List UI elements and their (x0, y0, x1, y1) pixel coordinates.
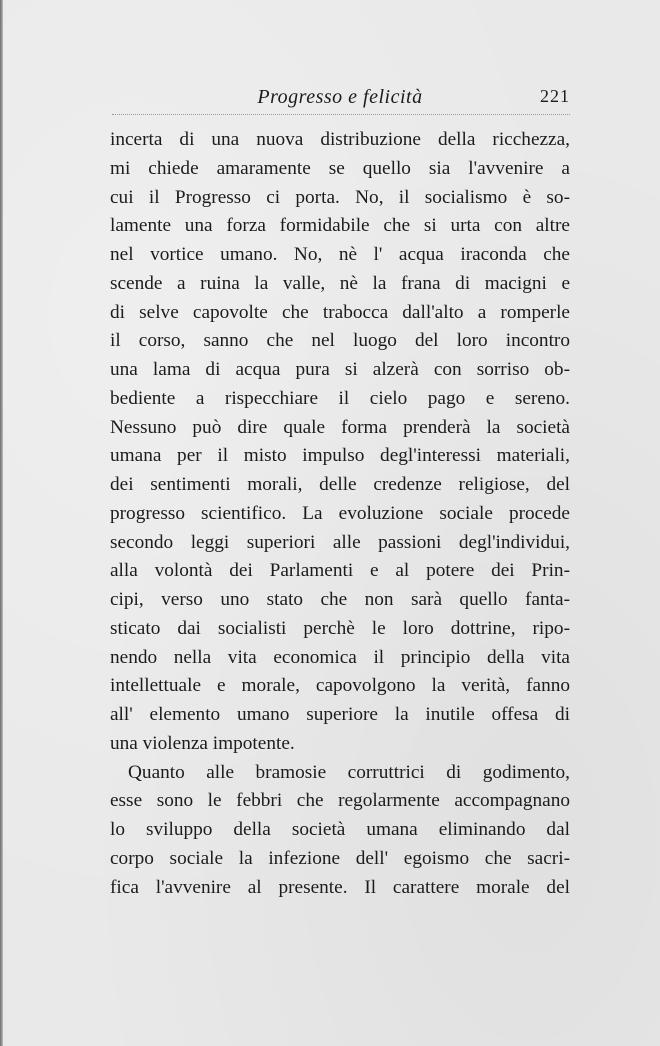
text-line: incerta di una nuova distribuzione della ricchezza, (110, 129, 570, 150)
text-line: scende a ruina la valle, nè la frana di macigni e (110, 272, 570, 294)
text-line: secondo leggi superiori alle passioni degl'individui, (110, 531, 570, 553)
body-text (110, 126, 570, 902)
text-line: dei sentimenti morali, delle credenze religiose, del (110, 474, 570, 495)
text-line: nel vortice umano. No, nè l' acqua iraconda che (110, 244, 570, 265)
running-title: Progresso e felicità (257, 86, 423, 108)
text-line: progresso scientifico. La evoluzione sociale procede (110, 502, 570, 524)
text-line: alla volontà dei Parlamenti e al potere dei Prin- (110, 560, 570, 582)
text-line: lo sviluppo della società umana eliminando dal (110, 819, 570, 840)
text-line: nendo nella vita economica il principio della vita (110, 646, 570, 668)
paragraph-last-line: una violenza impotente. (110, 732, 295, 754)
text-line: Nessuno può dire quale forma prenderà la società (110, 416, 570, 438)
text-line: fica l'avvenire al presente. Il carattere morale del (110, 876, 570, 898)
text-line: umana per il misto impulso degl'interessi materiali, (110, 445, 570, 467)
text-line: bediente a rispecchiare il cielo pago e sereno. (110, 387, 570, 409)
text-line: corpo sociale la infezione dell' egoismo che sacri- (110, 847, 570, 869)
text-line: cui il Progresso ci porta. No, il socialismo è so- (110, 186, 570, 208)
text-line: lamente una forza formidabile che si urta con altre (110, 215, 570, 237)
text-line: sticato dai socialisti perchè le loro dottrine, ripo- (110, 617, 570, 639)
text-line: intellettuale e morale, capovolgono la verità, fanno (110, 675, 570, 697)
paragraph-first-line: Quanto alle bramosie corruttrici di godimento, (128, 761, 570, 783)
page-number: 221 (540, 86, 570, 106)
text-line: una lama di acqua pura si alzerà con sorriso ob- (110, 359, 570, 380)
text-line: il corso, sanno che nel luogo del loro incontro (110, 330, 570, 352)
text-line: all' elemento umano superiore la inutile offesa di (110, 704, 570, 725)
page-edge (0, 0, 3, 1046)
running-head (110, 82, 570, 112)
text-line: di selve capovolte che trabocca dall'alto a romperle (110, 301, 570, 323)
text-line: cipi, verso uno stato che non sarà quello fanta- (110, 589, 570, 610)
header-rule (112, 114, 570, 115)
text-line: esse sono le febbri che regolarmente accompagnano (110, 790, 570, 812)
text-line: mi chiede amaramente se quello sia l'avvenire a (110, 157, 570, 179)
